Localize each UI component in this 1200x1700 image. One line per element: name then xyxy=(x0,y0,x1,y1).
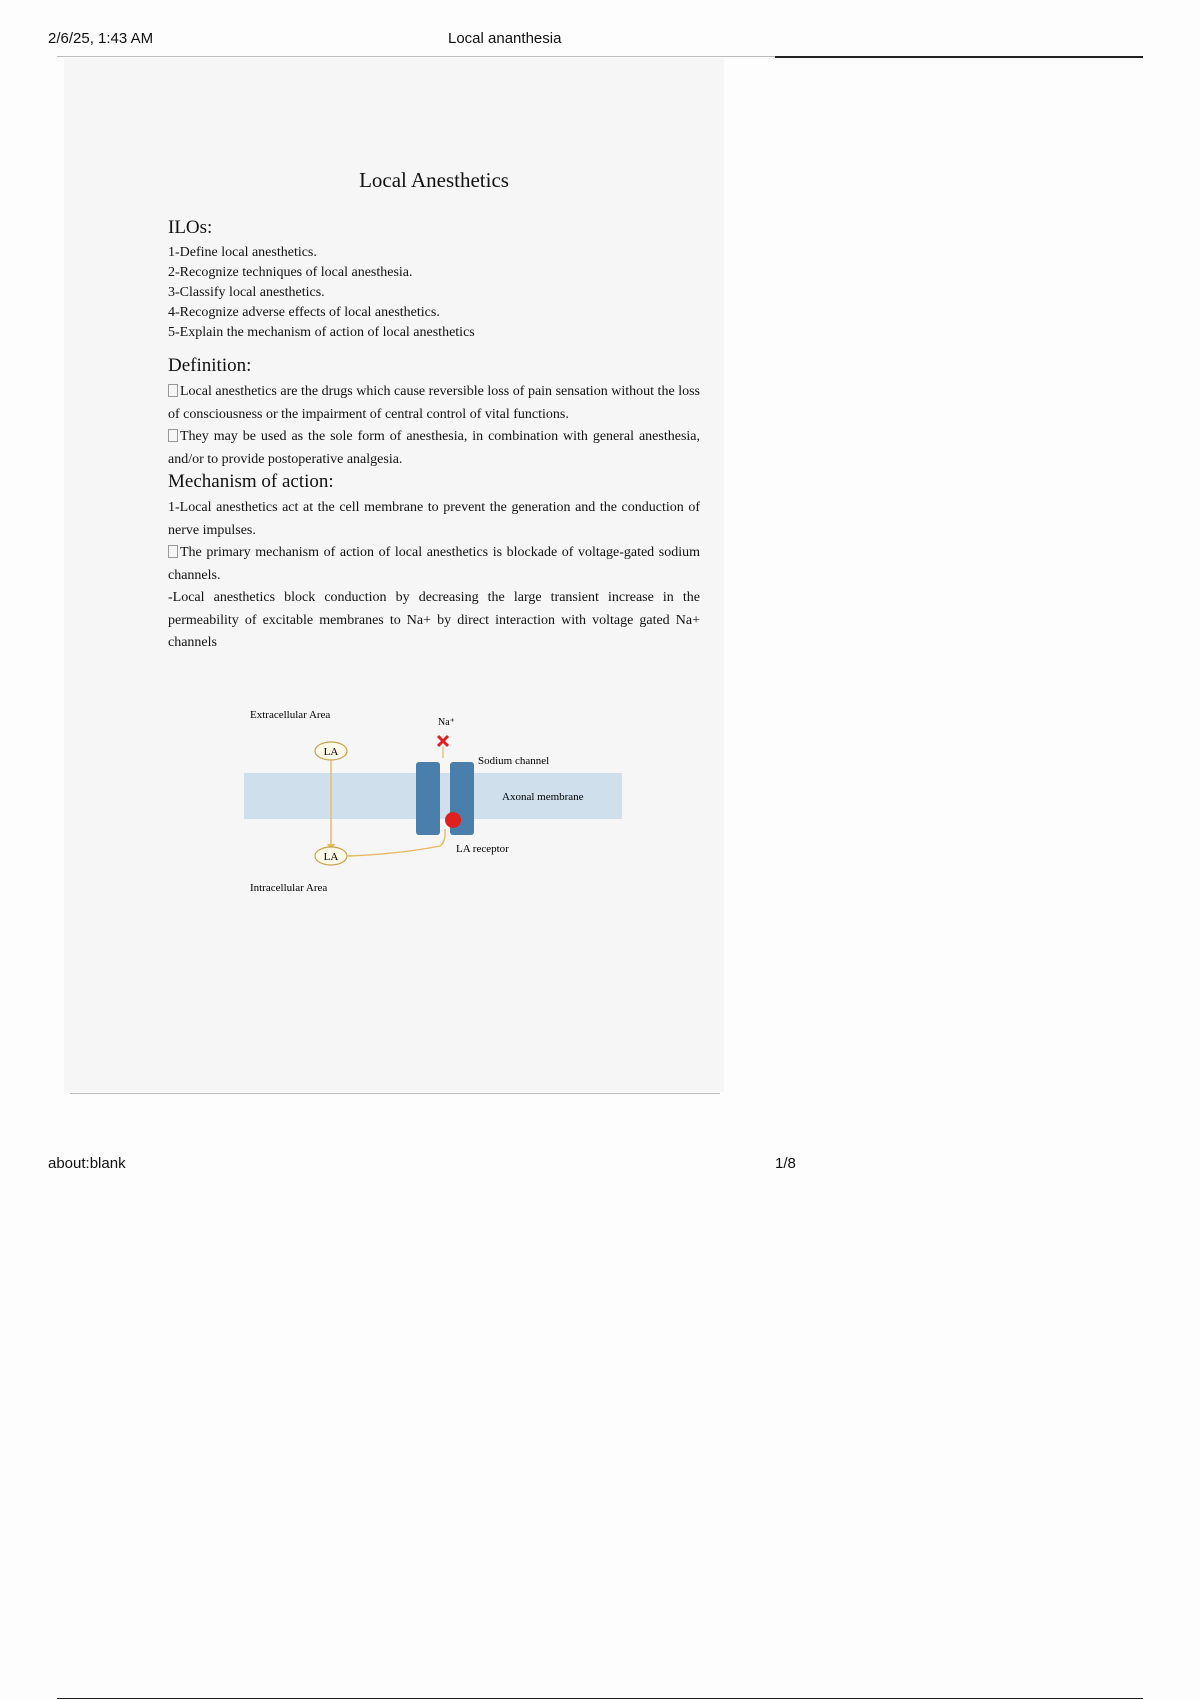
mechanism-text: The primary mechanism of action of local anesthetics is blockade of voltage-gated sodium channels. xyxy=(168,545,700,583)
intracellular-label: Intracellular Area xyxy=(250,882,328,894)
mechanism-paragraph: 1-Local anesthetics act at the cell membrane to prevent the generation and the conduction of nerve impulses. xyxy=(168,500,700,538)
print-datetime: 2/6/25, 1:43 AM xyxy=(48,30,154,47)
document-title: Local Anesthetics xyxy=(359,168,509,192)
la-receptor-site xyxy=(445,812,461,828)
ilo-item: 1-Define local anesthetics. xyxy=(168,245,317,260)
mechanism-heading: Mechanism of action: xyxy=(168,471,334,492)
print-header-title: Local ananthesia xyxy=(448,30,562,47)
definition-text: They may be used as the sole form of anesthesia, in combination with general anesthesia, and/or to provide postoperative analgesia. xyxy=(168,429,700,467)
mechanism-paragraph xyxy=(168,542,700,587)
sodium-channel-label: Sodium channel xyxy=(478,755,550,767)
ilo-item: 2-Recognize techniques of local anesthesia. xyxy=(168,265,413,280)
print-footer-url: about:blank xyxy=(48,1155,126,1172)
header-rule-left xyxy=(57,56,777,57)
blocked-x-icon xyxy=(438,736,448,746)
bullet-box-icon xyxy=(168,429,178,442)
definition-paragraph xyxy=(168,381,700,426)
print-footer-page-number: 1/8 xyxy=(775,1155,796,1172)
la-receptor-label: LA receptor xyxy=(456,843,509,855)
la-top-label: LA xyxy=(323,746,339,758)
bullet-box-icon xyxy=(168,545,178,558)
bullet-box-icon xyxy=(168,384,178,397)
ilo-item: 3-Classify local anesthetics. xyxy=(168,285,325,300)
definition-paragraph xyxy=(168,426,700,471)
definition-text: Local anesthetics are the drugs which cause reversible loss of pain sensation without the loss of consciousness or the impairment of central control of vital functions. xyxy=(168,384,700,422)
channel-subunit-left xyxy=(416,762,440,835)
sodium-channel-diagram xyxy=(240,700,630,905)
ilo-item: 5-Explain the mechanism of action of local anesthetics xyxy=(168,325,475,340)
page-bottom-rule xyxy=(70,1093,720,1094)
la-bottom-label: LA xyxy=(323,851,339,863)
axonal-membrane-label: Axonal membrane xyxy=(502,791,584,803)
mechanism-paragraph: -Local anesthetics block conduction by decreasing the large transient increase in the permeability of excitable membranes to Na+ by direct interaction with voltage gated Na+ channels xyxy=(168,590,700,650)
ilos-heading: ILOs: xyxy=(168,217,213,238)
extracellular-label: Extracellular Area xyxy=(250,709,331,721)
ilos-list xyxy=(168,243,700,343)
ilo-item: 4-Recognize adverse effects of local anesthetics. xyxy=(168,305,440,320)
definition-heading: Definition: xyxy=(168,355,252,376)
bottom-rule xyxy=(57,1698,1143,1699)
sodium-ion-label: Na⁺ xyxy=(438,717,455,728)
document-content xyxy=(168,168,700,655)
header-rule-right xyxy=(775,56,1143,58)
